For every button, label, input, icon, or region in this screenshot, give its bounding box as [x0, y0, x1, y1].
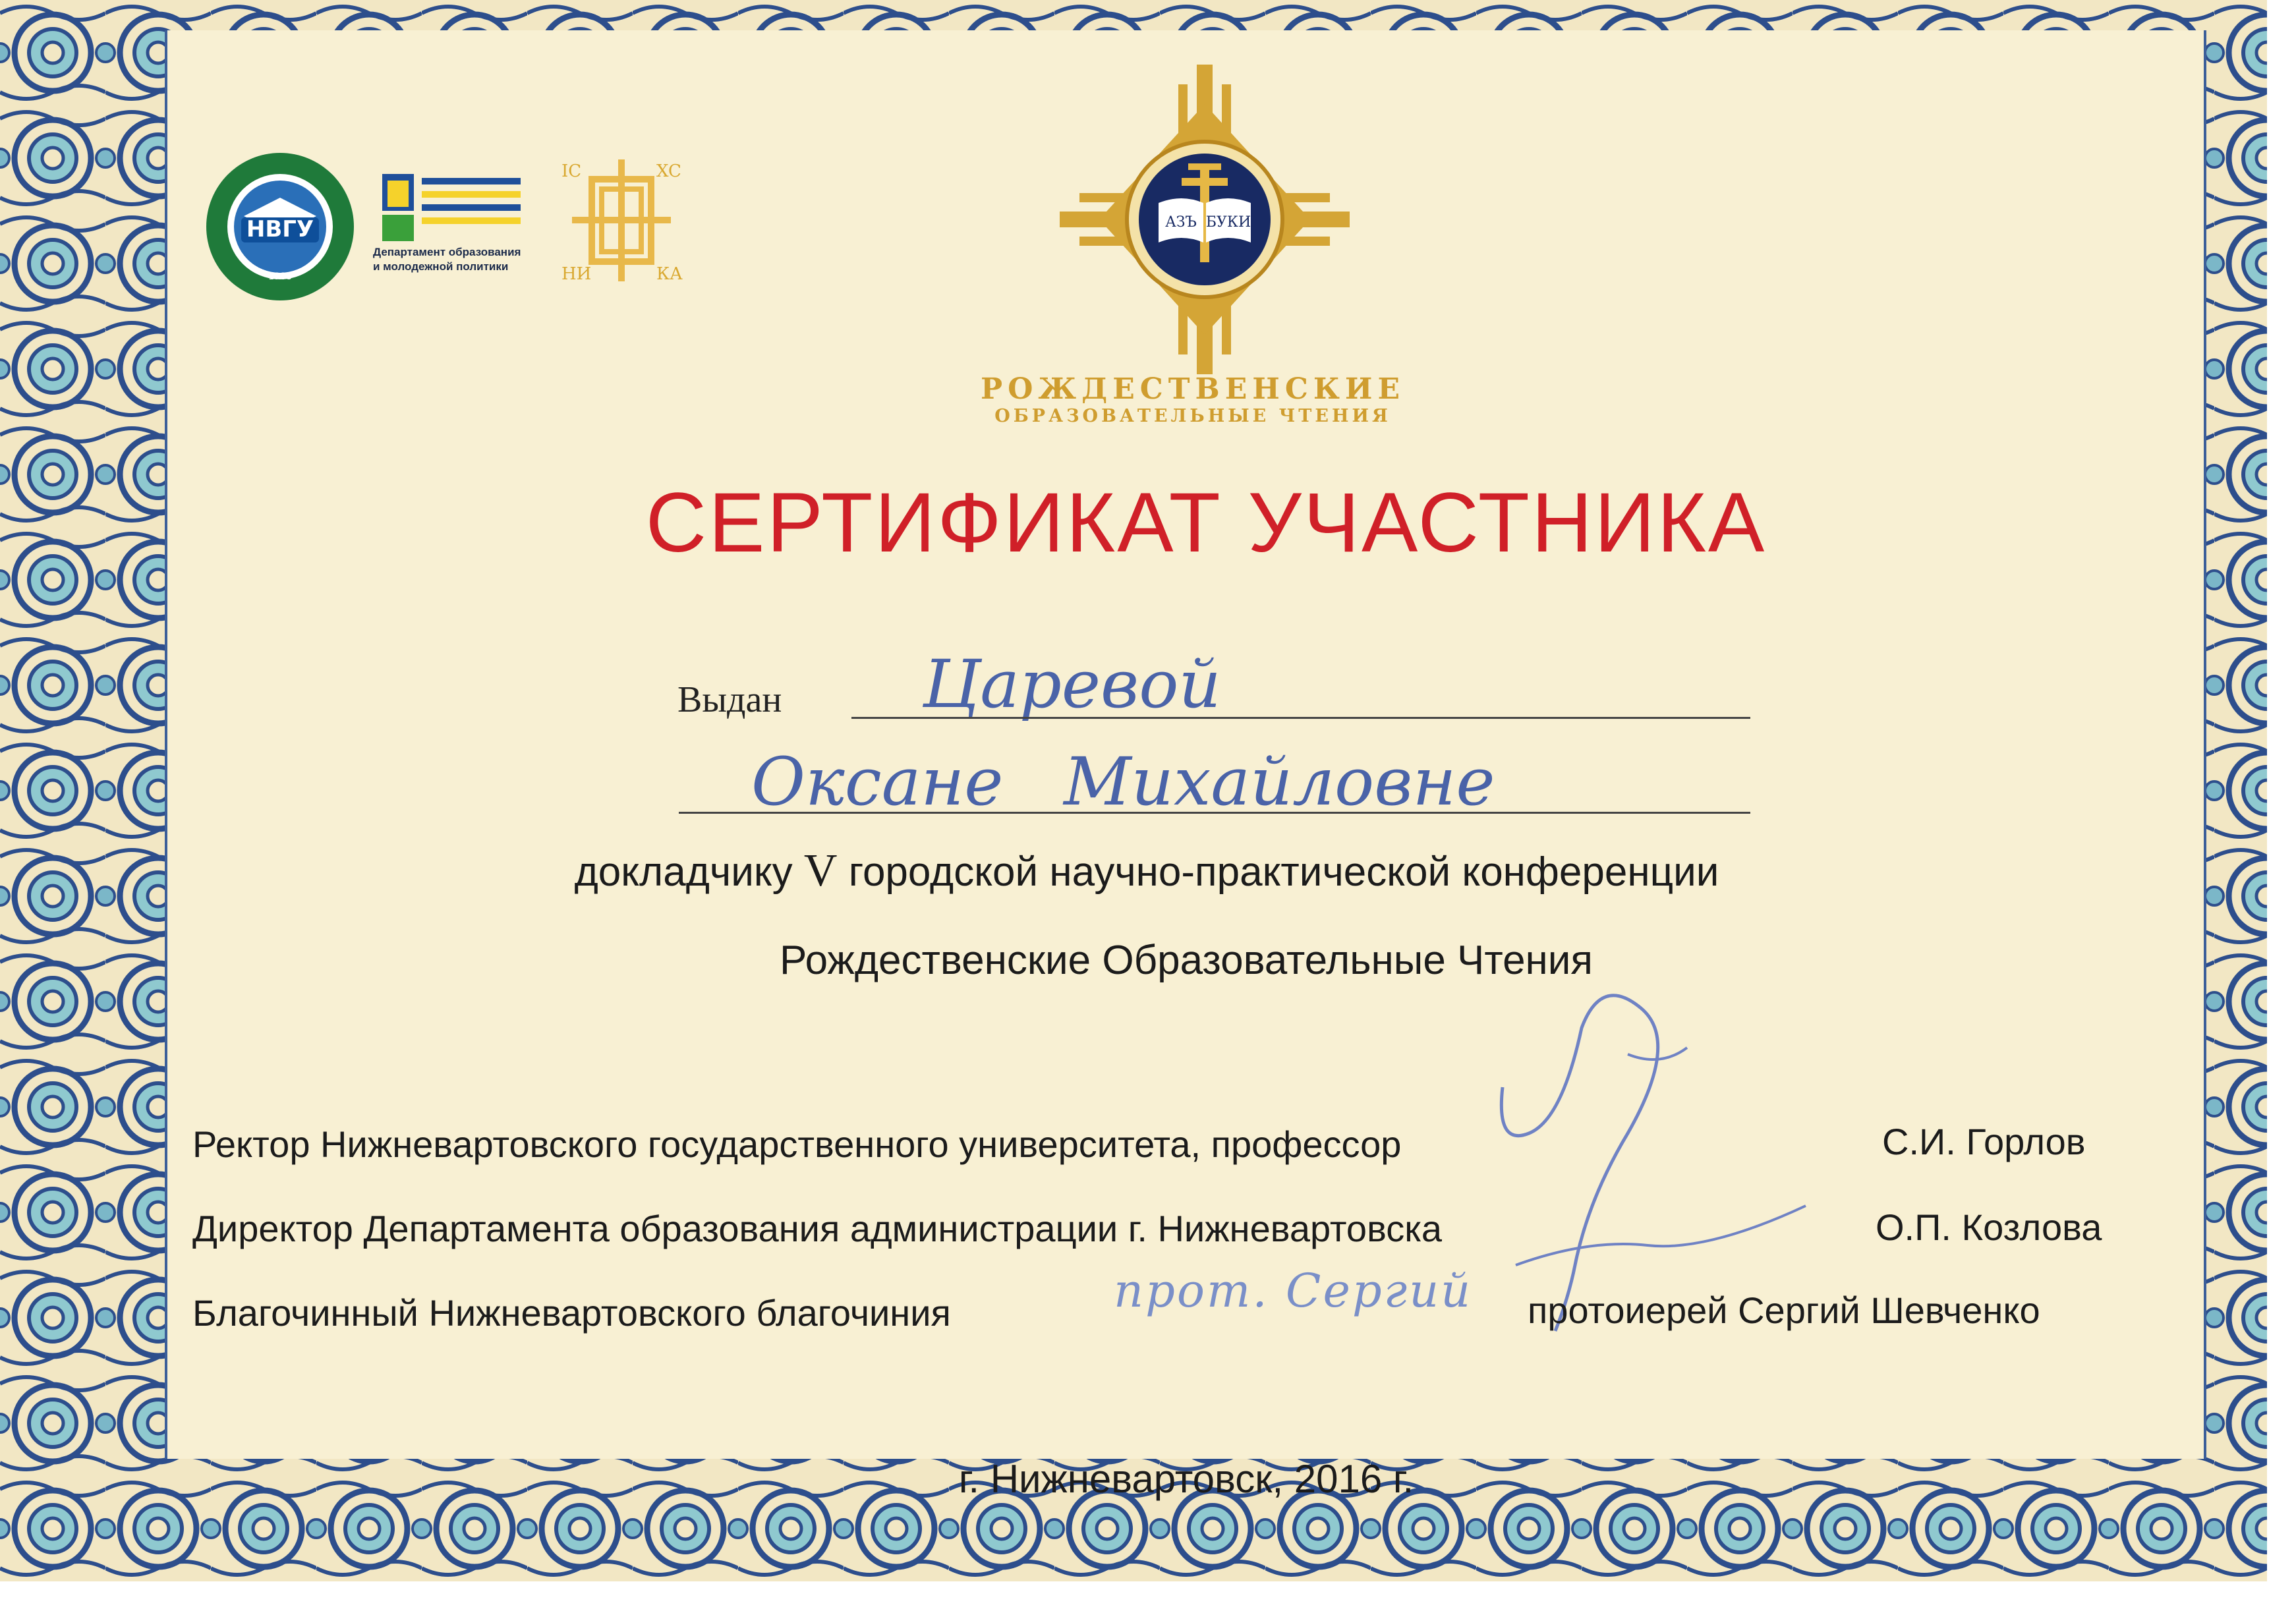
emblem-title: РОЖДЕСТВЕНСКИЕ [980, 372, 1406, 406]
readings-emblem [1060, 65, 1350, 374]
role-suffix: городской научно-практической конференции [848, 849, 1719, 895]
conference-name: Рождественские Образовательные Чтения [779, 938, 1593, 983]
ornament-bl: НИ [561, 264, 592, 284]
signatory-3-position: Благочинный Нижневартовского благочиния [192, 1292, 951, 1334]
city-year: г. Нижневартовск, 2016 г. [958, 1457, 1414, 1501]
signatory-1-name: С.И. Горлов [1882, 1121, 2086, 1162]
university-logo [198, 150, 362, 303]
role-roman-numeral: V [803, 845, 838, 896]
signatory-3-handwritten: прот. Сергий [1114, 1264, 1473, 1318]
recipient-name: Оксане Михайловне [751, 743, 1495, 820]
emblem-subtitle: ОБРАЗОВАТЕЛЬНЫЕ ЧТЕНИЯ [994, 406, 1391, 426]
ornament-br: КА [656, 264, 683, 284]
university-year: 1988 [268, 271, 292, 282]
ornament-tl: IC [561, 161, 582, 181]
recipient-line-1 [851, 717, 1750, 719]
role-description [330, 845, 1964, 897]
university-abbr: НВГУ [246, 216, 314, 242]
recipient-line-2 [679, 812, 1750, 814]
department-caption [373, 245, 538, 274]
emblem-book-left: АЗЪ [1165, 214, 1197, 231]
issued-label: Выдан [677, 679, 782, 720]
emblem-book-right: БУКИ [1205, 214, 1251, 231]
signatory-3-name: протоиерей Сергий Шевченко [1528, 1289, 2040, 1331]
knot-ornament-logo [552, 153, 691, 288]
certificate-title: СЕРТИФИКАТ УЧАСТНИКА [645, 476, 1767, 570]
role-prefix: докладчику [574, 849, 793, 895]
signatory-2-position: Директор Департамента образования администрации г. Нижневартовска [192, 1208, 1443, 1249]
signatory-2-name: О.П. Козлова [1876, 1206, 2102, 1248]
ornament-tr: XC [656, 161, 681, 181]
signatory-1-position: Ректор Нижневартовского государственного университета, профессор [192, 1123, 1402, 1165]
department-line1: Департамент образования [373, 246, 521, 258]
recipient-surname: Царевой [923, 646, 1221, 723]
department-line2: и молодежной политики [373, 260, 509, 273]
